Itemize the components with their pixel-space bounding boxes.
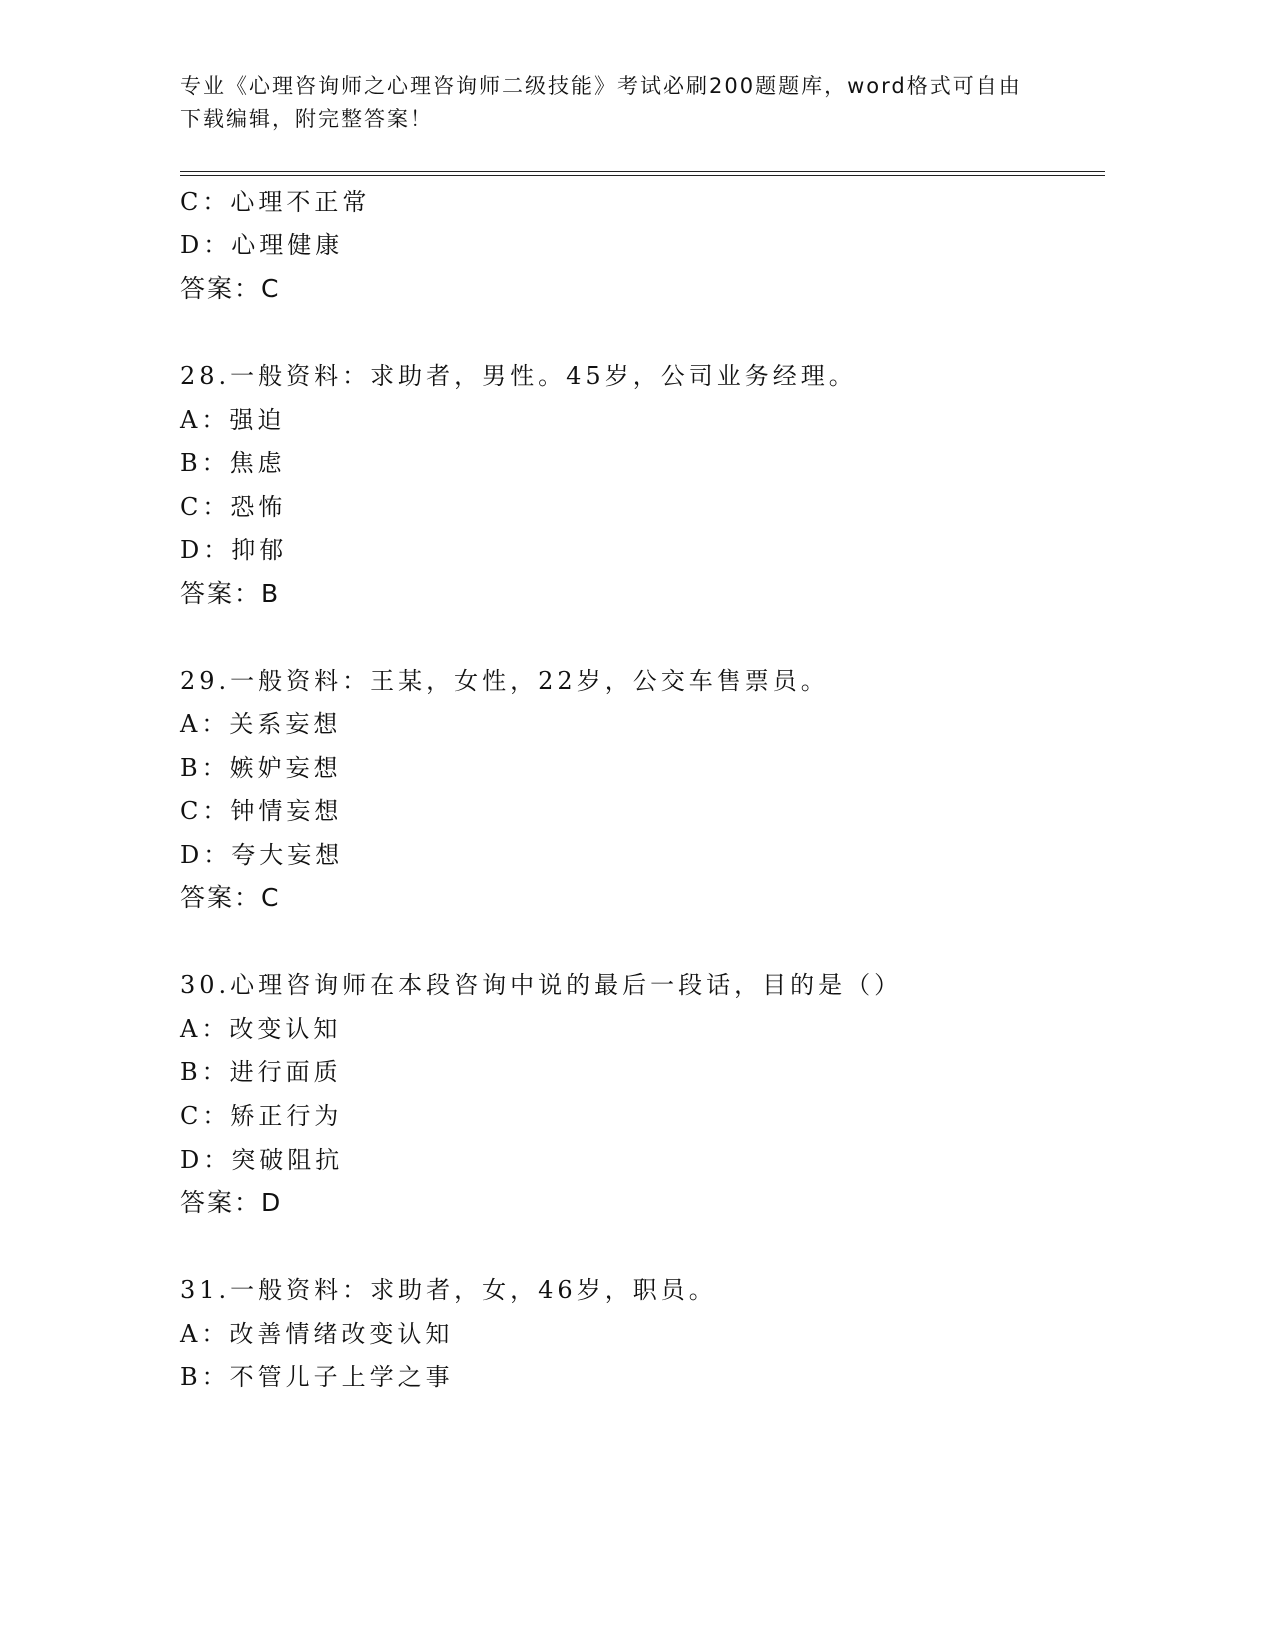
option-line: D：抑郁 bbox=[180, 536, 288, 564]
option-line: C：钟情妄想 bbox=[180, 797, 343, 825]
option-line: B：焦虑 bbox=[180, 449, 286, 477]
option-line: A：改变认知 bbox=[180, 1015, 342, 1043]
option-line: B：不管儿子上学之事 bbox=[180, 1363, 454, 1391]
option-line: A：改善情绪改变认知 bbox=[180, 1320, 454, 1348]
question-line: 31.一般资料：求助者，女，46岁，职员。 bbox=[180, 1276, 717, 1304]
option-line: B：进行面质 bbox=[180, 1058, 342, 1086]
question-line: 28.一般资料：求助者，男性。45岁，公司业务经理。 bbox=[180, 362, 857, 390]
option-line: C：心理不正常 bbox=[180, 188, 371, 216]
option-line: D：心理健康 bbox=[180, 231, 344, 259]
answer-line: 答案：C bbox=[180, 274, 281, 303]
option-line: C：矫正行为 bbox=[180, 1102, 343, 1130]
option-line: D：夸大妄想 bbox=[180, 841, 344, 869]
option-line: B：嫉妒妄想 bbox=[180, 754, 342, 782]
option-line: A：关系妄想 bbox=[180, 710, 342, 738]
question-line: 30.心理咨询师在本段咨询中说的最后一段话，目的是（） bbox=[180, 971, 903, 999]
answer-line: 答案：C bbox=[180, 883, 281, 912]
answer-line: 答案：B bbox=[180, 579, 281, 608]
header-divider-bottom bbox=[180, 175, 1105, 176]
answer-line: 答案：D bbox=[180, 1188, 283, 1217]
question-line: 29.一般资料：王某，女性，22岁，公交车售票员。 bbox=[180, 667, 829, 695]
option-line: C：恐怖 bbox=[180, 493, 287, 521]
option-line: D：突破阻抗 bbox=[180, 1146, 344, 1174]
header-divider-top bbox=[180, 171, 1105, 172]
option-line: A：强迫 bbox=[180, 406, 286, 434]
document-header: 专业《心理咨询师之心理咨询师二级技能》考试必刷200题题库，word格式可自由下载编辑，附完整答案！ bbox=[180, 74, 1022, 131]
